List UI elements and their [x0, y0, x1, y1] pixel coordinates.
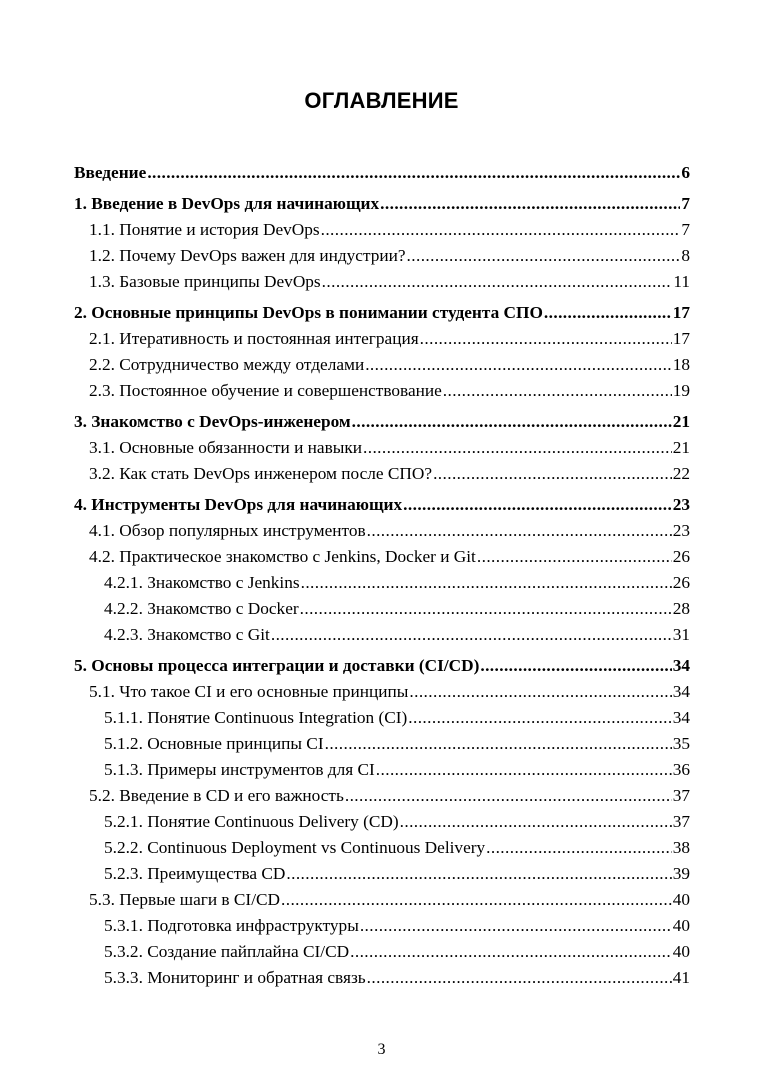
- toc-dot-leader: [420, 326, 672, 352]
- toc-dot-leader: [409, 679, 671, 705]
- toc-section-entry[interactable]: [74, 352, 690, 378]
- toc-entry-page: 21: [672, 412, 690, 431]
- toc-entry-title: 3. Знакомство с DevOps-инженером: [74, 412, 351, 431]
- toc-chapter-entry[interactable]: [74, 653, 690, 679]
- toc-subsection-entry[interactable]: [74, 861, 690, 887]
- toc-entry-title: 5.3.2. Создание пайплайна CI/CD: [104, 942, 350, 961]
- toc-dot-leader: [367, 965, 672, 991]
- toc-section-entry[interactable]: [74, 783, 690, 809]
- toc-section-entry[interactable]: [74, 378, 690, 404]
- toc-dot-leader: [477, 544, 672, 570]
- toc-section-entry[interactable]: [74, 435, 690, 461]
- toc-entry-title: 5.1.1. Понятие Continuous Integration (CI): [104, 708, 408, 727]
- toc-dot-leader: [400, 809, 672, 835]
- toc-entry-page: 41: [672, 968, 690, 987]
- toc-dot-leader: [486, 835, 672, 861]
- toc-entry-title: 2. Основные принципы DevOps в понимании студента СПО: [74, 303, 543, 322]
- page-title: ОГЛАВЛЕНИЕ: [304, 88, 459, 113]
- toc-entry-title: 4.2.3. Знакомство с Git: [104, 625, 270, 644]
- toc-entry-page: 6: [681, 163, 690, 182]
- toc-dot-leader: [147, 160, 680, 186]
- toc-entry-page: 40: [672, 890, 690, 909]
- toc-entry-title: 1. Введение в DevOps для начинающих: [74, 194, 380, 213]
- toc-entry-page: 40: [672, 916, 690, 935]
- toc-dot-leader: [443, 378, 672, 404]
- toc-dot-leader: [300, 596, 672, 622]
- toc-entry-page: 7: [681, 194, 690, 213]
- toc-entry-page: 40: [672, 942, 690, 961]
- toc-dot-leader: [352, 409, 672, 435]
- toc-subsection-entry[interactable]: [74, 570, 690, 596]
- toc-dot-leader: [286, 861, 671, 887]
- toc-section-entry[interactable]: [74, 217, 690, 243]
- toc-entry-title: 2.3. Постоянное обучение и совершенствование: [89, 381, 442, 400]
- toc-entry-title: 2.2. Сотрудничество между отделами: [89, 355, 365, 374]
- toc-entry-title: 4. Инструменты DevOps для начинающих: [74, 495, 403, 514]
- toc-entry-title: 5.1. Что такое CI и его основные принципы: [89, 682, 409, 701]
- toc-entry-page: 28: [672, 599, 690, 618]
- toc-dot-leader: [380, 191, 680, 217]
- toc-entry-title: 5.3. Первые шаги в CI/CD: [89, 890, 280, 909]
- toc-subsection-entry[interactable]: [74, 939, 690, 965]
- toc-subsection-entry[interactable]: [74, 596, 690, 622]
- toc-entry-page: 34: [672, 682, 690, 701]
- toc-entry-page: 35: [672, 734, 690, 753]
- toc-entry-title: 3.2. Как стать DevOps инженером после СПО?: [89, 464, 433, 483]
- toc-entry-title: 5.2. Введение в CD и его важность: [89, 786, 344, 805]
- toc-section-entry[interactable]: [74, 679, 690, 705]
- toc-entry-page: 17: [672, 329, 690, 348]
- toc-dot-leader: [281, 887, 672, 913]
- toc-chapter-entry[interactable]: [74, 160, 690, 186]
- toc-subsection-entry[interactable]: [74, 731, 690, 757]
- toc-entry-title: 5.1.2. Основные принципы CI: [104, 734, 324, 753]
- toc-chapter-entry[interactable]: [74, 300, 690, 326]
- toc-dot-leader: [363, 435, 672, 461]
- toc-entry-page: 17: [672, 303, 690, 322]
- toc-entry-page: 21: [672, 438, 690, 457]
- toc-entry-page: 18: [672, 355, 690, 374]
- toc-dot-leader: [544, 300, 672, 326]
- toc-entry-page: 23: [672, 495, 690, 514]
- toc-entry-page: 31: [672, 625, 690, 644]
- toc-entry-title: Введение: [74, 163, 147, 182]
- toc-entry-title: 4.2. Практическое знакомство с Jenkins, Docker и Git: [89, 547, 476, 566]
- toc-entry-title: 4.1. Обзор популярных инструментов: [89, 521, 366, 540]
- toc-section-entry[interactable]: [74, 326, 690, 352]
- toc-dot-leader: [433, 461, 672, 487]
- toc-dot-leader: [407, 243, 681, 269]
- toc-entry-page: 37: [672, 812, 690, 831]
- toc-section-entry[interactable]: [74, 518, 690, 544]
- toc-dot-leader: [350, 939, 672, 965]
- toc-entry-title: 4.2.1. Знакомство с Jenkins: [104, 573, 300, 592]
- toc-entry-title: 5.1.3. Примеры инструментов для CI: [104, 760, 375, 779]
- toc-entry-title: 1.1. Понятие и история DevOps: [89, 220, 320, 239]
- toc-dot-leader: [321, 217, 681, 243]
- toc-entry-page: 19: [672, 381, 690, 400]
- toc-entry-page: 11: [673, 272, 690, 291]
- toc-entry-title: 5.3.3. Мониторинг и обратная связь: [104, 968, 366, 987]
- toc-subsection-entry[interactable]: [74, 705, 690, 731]
- toc-entry-page: 7: [681, 220, 690, 239]
- toc-subsection-entry[interactable]: [74, 809, 690, 835]
- toc-dot-leader: [480, 653, 671, 679]
- toc-subsection-entry[interactable]: [74, 913, 690, 939]
- toc-entry-title: 3.1. Основные обязанности и навыки: [89, 438, 362, 457]
- toc-subsection-entry[interactable]: [74, 757, 690, 783]
- toc-entry-page: 22: [672, 464, 690, 483]
- toc-dot-leader: [367, 518, 672, 544]
- toc-entry-title: 5.2.1. Понятие Continuous Delivery (CD): [104, 812, 399, 831]
- toc-entry-title: 5.2.2. Continuous Deployment vs Continuous Delivery: [104, 838, 486, 857]
- toc-entry-page: 36: [672, 760, 690, 779]
- toc-subsection-entry[interactable]: [74, 835, 690, 861]
- toc-entry-page: 23: [672, 521, 690, 540]
- toc-entry-page: 37: [672, 786, 690, 805]
- table-of-contents: [74, 160, 690, 991]
- toc-entry-title: 5.2.3. Преимущества CD: [104, 864, 286, 883]
- toc-section-entry[interactable]: [74, 243, 690, 269]
- toc-dot-leader: [325, 731, 672, 757]
- toc-entry-title: 1.2. Почему DevOps важен для индустрии?: [89, 246, 406, 265]
- toc-entry-title: 5. Основы процесса интеграции и доставки (CI/CD): [74, 656, 480, 675]
- toc-section-entry[interactable]: [74, 461, 690, 487]
- toc-entry-page: 34: [672, 656, 690, 675]
- toc-dot-leader: [403, 492, 672, 518]
- toc-chapter-entry[interactable]: [74, 409, 690, 435]
- toc-entry-page: 26: [672, 573, 690, 592]
- toc-entry-page: 8: [681, 246, 690, 265]
- toc-entry-title: 5.3.1. Подготовка инфраструктуры: [104, 916, 359, 935]
- toc-dot-leader: [365, 352, 672, 378]
- toc-entry-page: 39: [672, 864, 690, 883]
- page-number: 3: [377, 1041, 386, 1058]
- toc-dot-leader: [360, 913, 672, 939]
- toc-entry-page: 38: [672, 838, 690, 857]
- toc-section-entry[interactable]: [74, 269, 690, 295]
- toc-entry-page: 34: [672, 708, 690, 727]
- toc-chapter-entry[interactable]: [74, 492, 690, 518]
- toc-subsection-entry[interactable]: [74, 622, 690, 648]
- toc-subsection-entry[interactable]: [74, 965, 690, 991]
- toc-chapter-entry[interactable]: [74, 191, 690, 217]
- toc-entry-title: 1.3. Базовые принципы DevOps: [89, 272, 321, 291]
- toc-entry-title: 2.1. Итеративность и постоянная интеграция: [89, 329, 419, 348]
- toc-entry-page: 26: [672, 547, 690, 566]
- toc-dot-leader: [345, 783, 672, 809]
- toc-dot-leader: [322, 269, 673, 295]
- toc-dot-leader: [408, 705, 671, 731]
- toc-section-entry[interactable]: [74, 544, 690, 570]
- toc-dot-leader: [301, 570, 672, 596]
- toc-dot-leader: [376, 757, 672, 783]
- toc-section-entry[interactable]: [74, 887, 690, 913]
- toc-dot-leader: [271, 622, 672, 648]
- toc-entry-title: 4.2.2. Знакомство с Docker: [104, 599, 299, 618]
